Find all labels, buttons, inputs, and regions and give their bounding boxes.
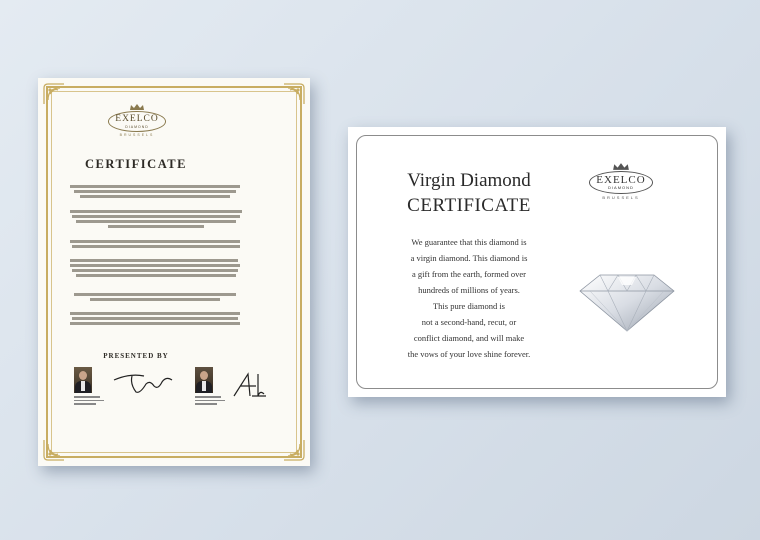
paragraph-lines <box>70 185 292 200</box>
corner-ornament-icon <box>282 82 306 106</box>
signatory-caption <box>195 396 225 407</box>
body-line: We guarantee that this diamond is <box>411 237 527 247</box>
diamond-icon <box>578 271 676 333</box>
corner-ornament-icon <box>42 438 66 462</box>
signature-image <box>230 370 270 400</box>
logo-name: EXELCO <box>596 174 646 186</box>
logo-oval <box>589 171 653 194</box>
logo-name: EXELCO <box>115 114 159 124</box>
certificate-body <box>388 234 550 362</box>
body-line: the vows of your love shine forever. <box>407 349 531 359</box>
certificate-title: CERTIFICATE <box>85 157 187 171</box>
body-line: This pure diamond is <box>432 301 505 311</box>
portrait-photo <box>74 367 92 393</box>
brand-logo <box>108 103 166 137</box>
crown-icon <box>129 103 145 111</box>
corner-ornament-icon <box>282 438 306 462</box>
paragraph-lines <box>70 293 292 303</box>
signature-image <box>110 370 176 396</box>
signatory-caption <box>74 396 104 407</box>
paragraph-lines <box>70 259 292 279</box>
body-line: not a second-hand, recut, or <box>421 317 517 327</box>
logo-base-text: BRUSSELS <box>119 132 155 137</box>
paragraph-lines <box>70 210 292 230</box>
body-line: hundreds of millions of years. <box>418 285 520 295</box>
presented-by-heading: PRESENTED BY <box>103 352 169 360</box>
certificate-title-line2: CERTIFICATE <box>407 195 531 216</box>
logo-base-text: BRUSSELS <box>602 194 640 200</box>
body-line: conflict diamond, and will make <box>413 333 525 343</box>
brand-logo <box>589 162 653 200</box>
logo-subname: DIAMOND <box>125 124 149 129</box>
body-line: a virgin diamond. This diamond is <box>410 253 528 263</box>
body-line: a gift from the earth, formed over <box>412 269 526 279</box>
crown-icon <box>612 162 630 171</box>
corner-ornament-icon <box>42 82 66 106</box>
logo-oval <box>108 111 166 132</box>
logo-subname: DIAMOND <box>608 185 634 190</box>
portrait-photo <box>195 367 213 393</box>
certificate-title-line1: Virgin Diamond <box>407 170 531 191</box>
paragraph-lines <box>70 312 292 327</box>
paragraph-lines <box>70 240 292 250</box>
